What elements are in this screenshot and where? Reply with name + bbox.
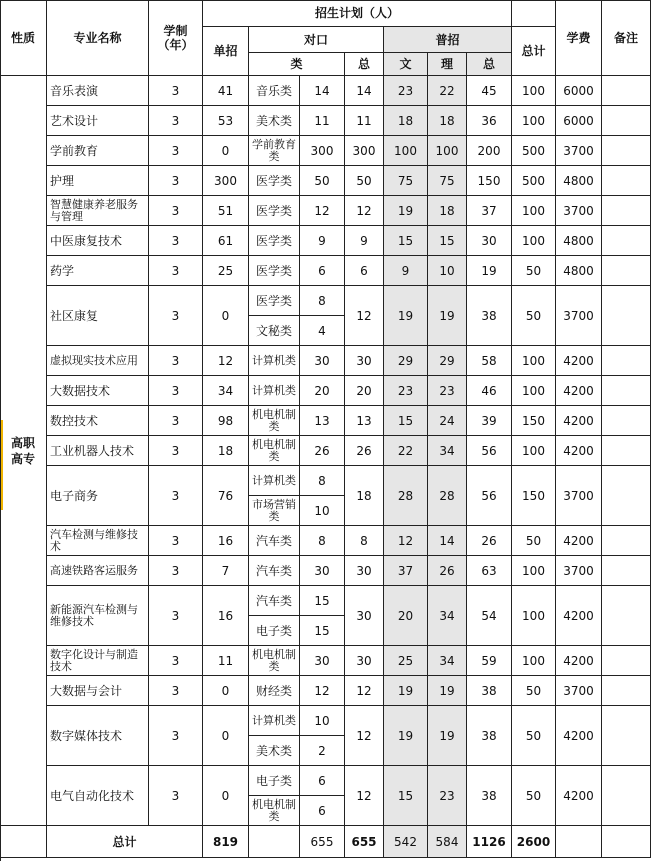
danzhao-value: 61 [203,226,249,256]
major-name: 数控技术 [47,406,149,436]
years-value: 3 [149,256,203,286]
years-value: 3 [149,166,203,196]
major-name: 高速铁路客运服务 [47,556,149,586]
duikou-total-value: 12 [345,196,384,226]
li-value: 24 [428,406,467,436]
duikou-class-type: 机电机制类 [249,646,300,676]
fee-value: 3700 [556,286,602,346]
major-name: 智慧健康养老服务与管理 [47,196,149,226]
danzhao-value: 25 [203,256,249,286]
header-grand-total: 总计 [512,27,556,76]
duikou-class-type: 财经类 [249,676,300,706]
wen-value: 23 [384,76,428,106]
duikou-total-value: 12 [345,286,384,346]
years-value: 3 [149,526,203,556]
duikou-total-value: 12 [345,706,384,766]
duikou-total-value: 11 [345,106,384,136]
grand-total-value: 50 [512,706,556,766]
duikou-class-type: 机电机制类 [249,796,300,826]
puzhao-total-value: 19 [467,256,512,286]
puzhao-total-value: 38 [467,706,512,766]
header-blank [512,0,556,27]
duikou-class-type: 美术类 [249,736,300,766]
wen-value: 18 [384,106,428,136]
puzhao-total-value: 56 [467,466,512,526]
puzhao-total-value: 45 [467,76,512,106]
years-value: 3 [149,286,203,346]
puzhao-total-value: 150 [467,166,512,196]
wen-value: 22 [384,436,428,466]
years-value: 3 [149,676,203,706]
puzhao-total-value: 59 [467,646,512,676]
puzhao-total-value: 30 [467,226,512,256]
duikou-total-value: 12 [345,766,384,826]
duikou-class-count: 50 [300,166,345,196]
years-value: 3 [149,556,203,586]
fee-value: 4200 [556,406,602,436]
puzhao-total-value: 63 [467,556,512,586]
wen-value: 19 [384,706,428,766]
grand-total-value: 100 [512,556,556,586]
header-nature: 性质 [0,0,47,76]
grand-total-value: 100 [512,376,556,406]
duikou-total-value: 8 [345,526,384,556]
duikou-class-count: 26 [300,436,345,466]
duikou-class-count: 300 [300,136,345,166]
puzhao-total-value: 56 [467,436,512,466]
wen-value: 9 [384,256,428,286]
duikou-class-type: 计算机类 [249,466,300,496]
note-value [602,196,651,226]
major-name: 音乐表演 [47,76,149,106]
duikou-class-count: 30 [300,556,345,586]
footer-danzhao: 819 [203,826,249,858]
fee-value: 4200 [556,526,602,556]
fee-value: 4800 [556,166,602,196]
li-value: 28 [428,466,467,526]
fee-value: 4200 [556,376,602,406]
footer-class-blank [249,826,300,858]
grand-total-value: 100 [512,106,556,136]
years-value: 3 [149,376,203,406]
wen-value: 19 [384,196,428,226]
duikou-class-type: 汽车类 [249,526,300,556]
grand-total-value: 50 [512,526,556,556]
duikou-class-count: 14 [300,76,345,106]
fee-value: 4200 [556,646,602,676]
grand-total-value: 500 [512,136,556,166]
danzhao-value: 98 [203,406,249,436]
duikou-class-type: 汽车类 [249,586,300,616]
fee-value: 3700 [556,136,602,166]
duikou-class-type: 机电机制类 [249,406,300,436]
li-value: 10 [428,256,467,286]
note-value [602,406,651,436]
duikou-total-value: 9 [345,226,384,256]
major-name: 工业机器人技术 [47,436,149,466]
grand-total-value: 50 [512,766,556,826]
note-value [602,526,651,556]
fee-value: 4200 [556,586,602,646]
danzhao-value: 0 [203,676,249,706]
duikou-class-type: 计算机类 [249,346,300,376]
major-name: 社区康复 [47,286,149,346]
major-name: 电子商务 [47,466,149,526]
fee-value: 4200 [556,346,602,376]
wen-value: 12 [384,526,428,556]
years-value: 3 [149,466,203,526]
duikou-class-count: 30 [300,346,345,376]
duikou-class-type: 电子类 [249,616,300,646]
major-name: 护理 [47,166,149,196]
note-value [602,286,651,346]
note-value [602,706,651,766]
duikou-class-count: 8 [300,526,345,556]
duikou-class-count: 10 [300,496,345,526]
duikou-total-value: 50 [345,166,384,196]
puzhao-total-value: 58 [467,346,512,376]
years-value: 3 [149,196,203,226]
li-value: 14 [428,526,467,556]
duikou-class-type: 医学类 [249,286,300,316]
header-puzhao: 普招 [384,27,512,53]
wen-value: 15 [384,226,428,256]
danzhao-value: 53 [203,106,249,136]
years-value: 3 [149,76,203,106]
puzhao-total-value: 200 [467,136,512,166]
duikou-class-count: 15 [300,586,345,616]
wen-value: 19 [384,286,428,346]
wen-value: 23 [384,376,428,406]
duikou-class-type: 计算机类 [249,706,300,736]
li-value: 19 [428,286,467,346]
li-value: 100 [428,136,467,166]
header-wen: 文 [384,53,428,76]
duikou-total-value: 26 [345,436,384,466]
duikou-total-value: 30 [345,586,384,646]
danzhao-value: 16 [203,526,249,556]
footer-fee-blank [556,826,602,858]
years-value: 3 [149,136,203,166]
header-duikou-total: 总 [345,53,384,76]
danzhao-value: 12 [203,346,249,376]
note-value [602,226,651,256]
danzhao-value: 76 [203,466,249,526]
fee-value: 4200 [556,436,602,466]
duikou-class-count: 6 [300,256,345,286]
grand-total-value: 100 [512,196,556,226]
major-name: 汽车检测与维修技术 [47,526,149,556]
header-danzhao: 单招 [203,27,249,76]
major-name: 大数据技术 [47,376,149,406]
duikou-total-value: 20 [345,376,384,406]
duikou-class-type: 计算机类 [249,376,300,406]
fee-value: 3700 [556,556,602,586]
li-value: 34 [428,586,467,646]
grand-total-value: 50 [512,286,556,346]
major-name: 电气自动化技术 [47,766,149,826]
duikou-class-count: 11 [300,106,345,136]
li-value: 18 [428,106,467,136]
li-value: 15 [428,226,467,256]
grand-total-value: 500 [512,166,556,196]
duikou-class-count: 13 [300,406,345,436]
years-value: 3 [149,766,203,826]
years-value: 3 [149,706,203,766]
li-value: 18 [428,196,467,226]
major-name: 药学 [47,256,149,286]
duikou-class-type: 汽车类 [249,556,300,586]
duikou-class-count: 15 [300,616,345,646]
duikou-class-type: 市场营销类 [249,496,300,526]
duikou-class-count: 9 [300,226,345,256]
grand-total-value: 150 [512,406,556,436]
header-duikou: 对口 [249,27,384,53]
duikou-class-type: 医学类 [249,226,300,256]
li-value: 26 [428,556,467,586]
puzhao-total-value: 38 [467,676,512,706]
duikou-class-type: 医学类 [249,166,300,196]
years-value: 3 [149,346,203,376]
note-value [602,106,651,136]
major-name: 数字化设计与制造技术 [47,646,149,676]
duikou-total-value: 30 [345,346,384,376]
note-value [602,676,651,706]
grand-total-value: 100 [512,346,556,376]
footer-puzhao-total: 1126 [467,826,512,858]
footer-label: 总计 [47,826,203,858]
duikou-class-type: 医学类 [249,256,300,286]
puzhao-total-value: 39 [467,406,512,436]
wen-value: 29 [384,346,428,376]
danzhao-value: 0 [203,136,249,166]
danzhao-value: 0 [203,286,249,346]
category-cell: 高职 高专 [0,76,47,826]
major-name: 新能源汽车检测与维修技术 [47,586,149,646]
fee-value: 4800 [556,226,602,256]
duikou-class-count: 20 [300,376,345,406]
duikou-class-type: 机电机制类 [249,436,300,466]
grand-total-value: 100 [512,586,556,646]
wen-value: 100 [384,136,428,166]
duikou-class-count: 8 [300,466,345,496]
grand-total-value: 50 [512,676,556,706]
duikou-total-value: 14 [345,76,384,106]
wen-value: 15 [384,406,428,436]
footer-grand-total: 2600 [512,826,556,858]
note-value [602,646,651,676]
puzhao-total-value: 54 [467,586,512,646]
li-value: 75 [428,166,467,196]
grand-total-value: 100 [512,226,556,256]
duikou-total-value: 30 [345,556,384,586]
note-value [602,376,651,406]
wen-value: 15 [384,766,428,826]
note-value [602,136,651,166]
li-value: 29 [428,346,467,376]
duikou-class-count: 10 [300,706,345,736]
major-name: 中医康复技术 [47,226,149,256]
grand-total-value: 150 [512,466,556,526]
fee-value: 3700 [556,676,602,706]
footer-wen: 542 [384,826,428,858]
danzhao-value: 16 [203,586,249,646]
puzhao-total-value: 36 [467,106,512,136]
danzhao-value: 34 [203,376,249,406]
puzhao-total-value: 38 [467,766,512,826]
wen-value: 37 [384,556,428,586]
years-value: 3 [149,226,203,256]
duikou-class-type: 音乐类 [249,76,300,106]
header-years: 学制 （年） [149,0,203,76]
note-value [602,586,651,646]
note-value [602,556,651,586]
li-value: 34 [428,436,467,466]
grand-total-value: 100 [512,76,556,106]
footer-li: 584 [428,826,467,858]
fee-value: 6000 [556,76,602,106]
note-value [602,256,651,286]
major-name: 学前教育 [47,136,149,166]
header-class: 类 [249,53,345,76]
li-value: 23 [428,766,467,826]
footer-note-blank [602,826,651,858]
fee-value: 3700 [556,196,602,226]
fee-value: 6000 [556,106,602,136]
wen-value: 20 [384,586,428,646]
selection-accent [1,420,3,510]
duikou-class-type: 电子类 [249,766,300,796]
puzhao-total-value: 38 [467,286,512,346]
major-name: 艺术设计 [47,106,149,136]
li-value: 23 [428,376,467,406]
note-value [602,346,651,376]
years-value: 3 [149,436,203,466]
major-name: 大数据与会计 [47,676,149,706]
duikou-class-count: 30 [300,646,345,676]
years-value: 3 [149,106,203,136]
years-value: 3 [149,646,203,676]
duikou-total-value: 6 [345,256,384,286]
li-value: 19 [428,706,467,766]
li-value: 22 [428,76,467,106]
puzhao-total-value: 37 [467,196,512,226]
note-value [602,166,651,196]
danzhao-value: 0 [203,706,249,766]
duikou-class-count: 6 [300,766,345,796]
duikou-class-count: 8 [300,286,345,316]
duikou-class-count: 12 [300,196,345,226]
grand-total-value: 50 [512,256,556,286]
danzhao-value: 7 [203,556,249,586]
puzhao-total-value: 46 [467,376,512,406]
header-fee: 学费 [556,0,602,76]
duikou-total-value: 300 [345,136,384,166]
grand-total-value: 100 [512,436,556,466]
wen-value: 19 [384,676,428,706]
note-value [602,436,651,466]
fee-value: 4200 [556,706,602,766]
major-name: 虚拟现实技术应用 [47,346,149,376]
header-li: 理 [428,53,467,76]
duikou-class-count: 2 [300,736,345,766]
wen-value: 75 [384,166,428,196]
danzhao-value: 41 [203,76,249,106]
header-note: 备注 [602,0,651,76]
danzhao-value: 51 [203,196,249,226]
duikou-class-type: 学前教育类 [249,136,300,166]
note-value [602,766,651,826]
fee-value: 3700 [556,466,602,526]
fee-value: 4200 [556,766,602,826]
duikou-class-count: 4 [300,316,345,346]
duikou-total-value: 12 [345,676,384,706]
note-value [602,466,651,526]
fee-value: 4800 [556,256,602,286]
header-major: 专业名称 [47,0,149,76]
danzhao-value: 18 [203,436,249,466]
footer-duikou-sum: 655 [300,826,345,858]
duikou-class-type: 美术类 [249,106,300,136]
grand-total-value: 100 [512,646,556,676]
years-value: 3 [149,406,203,436]
danzhao-value: 0 [203,766,249,826]
danzhao-value: 11 [203,646,249,676]
header-plan: 招生计划（人） [203,0,512,27]
years-value: 3 [149,586,203,646]
footer-duikou-total: 655 [345,826,384,858]
li-value: 19 [428,676,467,706]
danzhao-value: 300 [203,166,249,196]
duikou-total-value: 30 [345,646,384,676]
duikou-class-count: 6 [300,796,345,826]
puzhao-total-value: 26 [467,526,512,556]
duikou-class-type: 文秘类 [249,316,300,346]
major-name: 数字媒体技术 [47,706,149,766]
duikou-total-value: 13 [345,406,384,436]
note-value [602,76,651,106]
duikou-class-type: 医学类 [249,196,300,226]
wen-value: 28 [384,466,428,526]
li-value: 34 [428,646,467,676]
header-puzhao-total: 总 [467,53,512,76]
duikou-class-count: 12 [300,676,345,706]
duikou-total-value: 18 [345,466,384,526]
wen-value: 25 [384,646,428,676]
footer-blank [0,826,47,858]
